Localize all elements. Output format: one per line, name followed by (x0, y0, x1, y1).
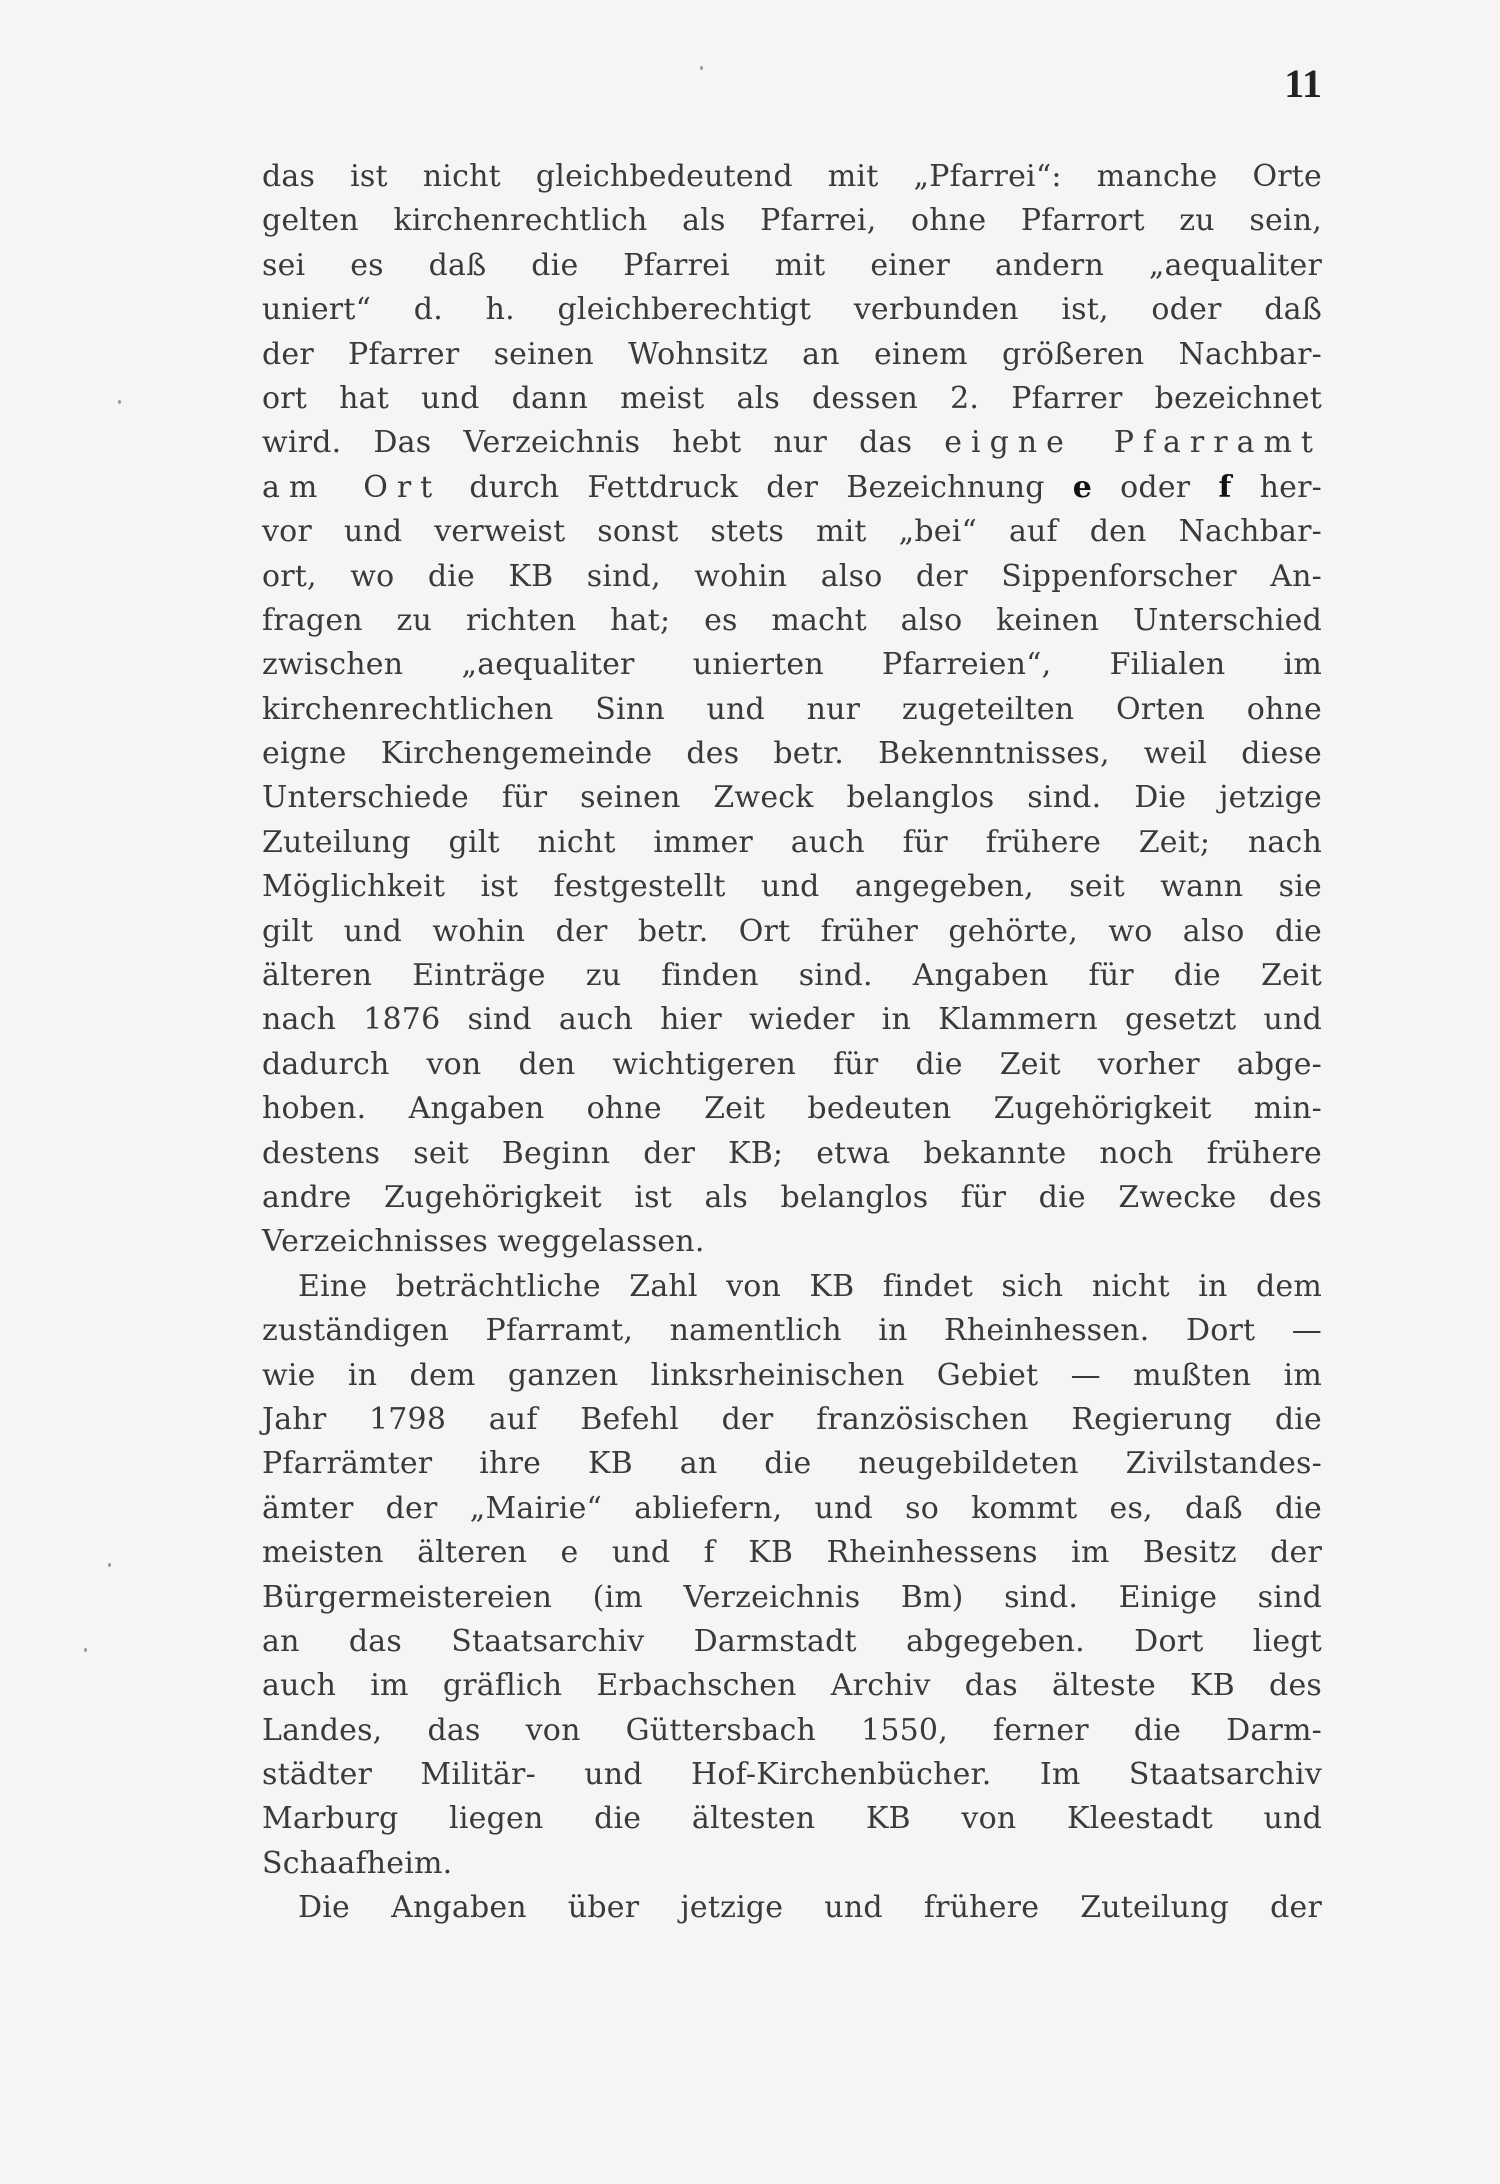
text-line: gilt und wohin der betr. Ort früher gehörte, wo also die (262, 913, 1322, 949)
body-text (262, 155, 1322, 1931)
text-line: uniert“ d. h. gleichberechtigt verbunden ist, oder daß (262, 292, 1322, 328)
text-segment: oder (1092, 469, 1219, 505)
text-line: Pfarrämter ihre KB an die neugebildeten Zivilstandes- (262, 1446, 1322, 1482)
text-line: gelten kirchenrechtlich als Pfarrei, ohne Pfarrort zu sein, (262, 203, 1322, 239)
text-segment: her- (1231, 469, 1323, 505)
text-line (262, 466, 1322, 510)
text-segment: wird. Das Verzeichnis hebt nur das (262, 425, 945, 461)
text-line: Landes, das von Güttersbach 1550, ferner die Darm- (262, 1712, 1322, 1748)
text-line: an das Staatsarchiv Darmstadt abgegeben. Dort liegt (262, 1623, 1322, 1659)
text-line: Eine beträchtliche Zahl von KB findet sich nicht in dem (298, 1268, 1322, 1304)
text-line: älteren Einträge zu finden sind. Angaben für die Zeit (262, 958, 1322, 994)
text-line: Bürgermeistereien (im Verzeichnis Bm) sind. Einige sind (262, 1579, 1322, 1615)
text-line: hoben. Angaben ohne Zeit bedeuten Zugehörigkeit min- (262, 1091, 1322, 1127)
text-line: dadurch von den wichtigeren für die Zeit vorher abge- (262, 1046, 1322, 1082)
text-line: wie in dem ganzen linksrheinischen Gebiet — mußten im (262, 1357, 1322, 1393)
text-line: zuständigen Pfarramt, namentlich in Rheinhessen. Dort — (262, 1313, 1322, 1349)
bold-e: e (1072, 469, 1093, 505)
text-line: sei es daß die Pfarrei mit einer andern „aequaliter (262, 247, 1322, 283)
text-line: ort, wo die KB sind, wohin also der Sippenforscher An- (262, 558, 1322, 594)
text-line: Zuteilung gilt nicht immer auch für frühere Zeit; nach (262, 824, 1322, 860)
text-segment: durch Fettdruck der Bezeichnung (441, 469, 1073, 505)
text-line: Schaafheim. (262, 1845, 453, 1881)
bold-f: f (1218, 469, 1232, 505)
paper-speck (118, 400, 121, 404)
text-line: vor und verweist sonst stets mit „bei“ auf den Nachbar- (262, 514, 1322, 550)
text-line: Die Angaben über jetzige und frühere Zuteilung der (298, 1890, 1322, 1926)
text-line: der Pfarrer seinen Wohnsitz an einem größeren Nachbar- (262, 336, 1322, 372)
text-line: nach 1876 sind auch hier wieder in Klammern gesetzt und (262, 1002, 1322, 1038)
text-line (262, 421, 1322, 465)
spaced-emphasis: am Ort (262, 469, 442, 505)
text-line: das ist nicht gleichbedeutend mit „Pfarrei“: manche Orte (262, 159, 1322, 194)
text-line: Möglichkeit ist festgestellt und angegeben, seit wann sie (262, 869, 1322, 905)
text-line: Unterschiede für seinen Zweck belanglos sind. Die jetzige (262, 780, 1322, 816)
text-line: kirchenrechtlichen Sinn und nur zugeteilten Orten ohne (262, 691, 1322, 727)
text-line: zwischen „aequaliter unierten Pfarreien“, Filialen im (262, 647, 1322, 683)
page-number: 11 (1284, 61, 1322, 106)
text-line: Jahr 1798 auf Befehl der französischen Regierung die (262, 1401, 1322, 1437)
text-line: ort hat und dann meist als dessen 2. Pfarrer bezeichnet (262, 380, 1322, 416)
paper-speck (84, 1648, 87, 1652)
text-line: städter Militär- und Hof-Kirchenbücher. Im Staatsarchiv (262, 1757, 1322, 1793)
paper-speck (108, 1563, 111, 1567)
paper-speck (700, 66, 703, 70)
text-line: meisten älteren e und f KB Rheinhessens im Besitz der (262, 1535, 1322, 1571)
spaced-emphasis: eigne Pfarramt (944, 425, 1322, 461)
text-line: auch im gräflich Erbachschen Archiv das älteste KB des (262, 1668, 1322, 1704)
text-line: ämter der „Mairie“ abliefern, und so kommt es, daß die (262, 1490, 1322, 1526)
text-line: destens seit Beginn der KB; etwa bekannte noch frühere (262, 1135, 1322, 1171)
text-line: Marburg liegen die ältesten KB von Kleestadt und (262, 1801, 1322, 1837)
text-line: andre Zugehörigkeit ist als belanglos für die Zwecke des (262, 1179, 1322, 1215)
text-line: Verzeichnisses weggelassen. (262, 1224, 705, 1260)
text-line: fragen zu richten hat; es macht also keinen Unterschied (262, 602, 1322, 638)
text-line: eigne Kirchengemeinde des betr. Bekenntnisses, weil diese (262, 736, 1322, 772)
